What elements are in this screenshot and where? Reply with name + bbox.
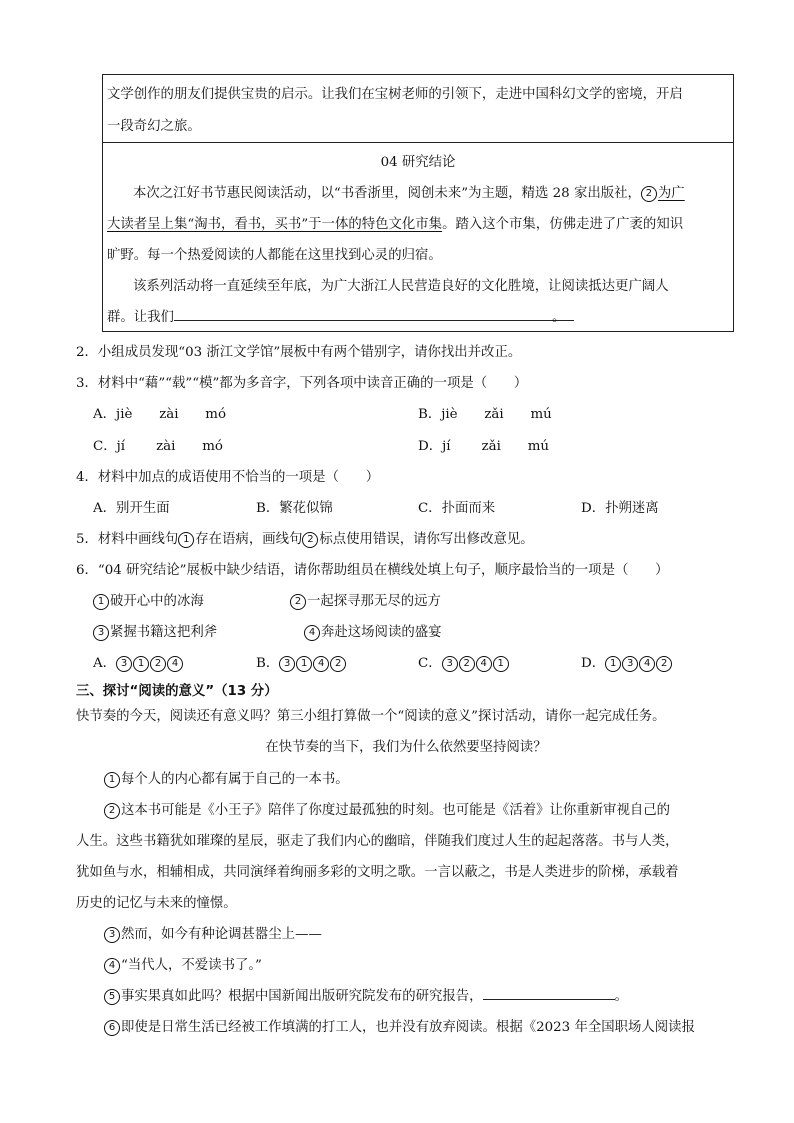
question-3-option-a[interactable]: A．jiè zài mó: [93, 407, 227, 422]
answer-blank[interactable]: [174, 307, 574, 321]
question-3-option-c[interactable]: C．jí zài mó: [93, 439, 223, 454]
material-box-03-tail: [102, 74, 734, 142]
passage-paragraph-3: 3 然而，如今有种论调甚嚣尘上——: [104, 923, 322, 943]
circled-number: 3: [93, 625, 109, 641]
passage-paragraph-2-line-2: 人生。这些书籍犹如璀璨的星辰，驱走了我们内心的幽暗，伴随我们度过人生的起起落落。书与人类，: [76, 834, 679, 849]
box2-paragraph-2-line-2: 群。让我们 。: [107, 306, 565, 325]
passage-paragraph-2-line-1: 2 这本书可能是《小王子》陪伴了你度过最孤独的时刻。也可能是《活着》让你重新审视自己的: [104, 799, 670, 819]
circled-number: 2: [641, 186, 657, 202]
box1-line-1: 文学创作的朋友们提供宝贵的启示。让我们在宝树老师的引领下，走进中国科幻文学的密境，开启: [107, 87, 683, 102]
passage-title: 在快节奏的当下，我们为什么依然要坚持阅读？: [265, 740, 547, 755]
passage-paragraph-2-line-3: 犹如鱼与水，相辅相成，共同演绎着绚丽多彩的文明之歌。一言以蔽之，书是人类进步的阶梯，承载着: [76, 865, 679, 880]
passage-paragraph-1: 1 每个人的内心都有属于自己的一本书。: [104, 768, 349, 788]
question-2: 2．小组成员发现“03 浙江文学馆”展板中有两个错别字，请你找出并改正。: [76, 345, 522, 360]
question-4-option-b[interactable]: B．繁花似锦: [256, 501, 333, 516]
answer-blank[interactable]: [483, 986, 615, 1000]
section-3-intro: 快节奏的今天，阅读还有意义吗？第三小组打算做一个“阅读的意义”探讨活动，请你一起完成任务。: [76, 709, 666, 724]
box2-paragraph-1-line-3: 旷野。每一个热爱阅读的人都能在这里找到心灵的归宿。: [107, 248, 442, 263]
circled-number: 4: [104, 958, 120, 974]
circled-number: 3: [442, 656, 458, 672]
question-6-sentence-4: 4 奔赴这场阅读的盛宴: [304, 621, 442, 641]
question-4-stem: 4．材料中加点的成语使用不恰当的一项是（ ）: [76, 470, 380, 485]
circled-number: 2: [302, 532, 318, 548]
circled-number: 4: [304, 625, 320, 641]
question-4-option-c[interactable]: C．扑面而来: [418, 501, 496, 516]
circled-number: 1: [133, 656, 149, 672]
passage-paragraph-6: 6 即使是日常生活已经被工作填满的打工人，也并没有放弃阅读。根据《2023 年全国职场人阅读报: [104, 1016, 695, 1036]
circled-number: 1: [93, 594, 109, 610]
box2-paragraph-2-line-1: 该系列活动将一直延续至年底，为广大浙江人民营造良好的文化胜境，让阅读抵达更广阔人: [133, 279, 669, 294]
question-6-stem: 6．“04 研究结论”展板中缺少结语，请你帮助组员在横线处填上句子，顺序最恰当的一项是（ ）: [76, 563, 669, 578]
circled-number: 2: [150, 656, 166, 672]
question-4-option-d[interactable]: D．扑朔迷离: [581, 501, 659, 516]
box2-paragraph-1-line-2: 大读者呈上集“淘书，看书，买书”于一体的特色文化市集。踏入这个市集，仿佛走进了广袤的知识: [107, 217, 684, 232]
passage-paragraph-4: 4 “当代人，不爱读书了。”: [104, 954, 262, 974]
circled-number: 2: [656, 656, 672, 672]
box1-line-2: 一段奇幻之旅。: [107, 119, 201, 134]
circled-number: 4: [639, 656, 655, 672]
underlined-sentence-2: 2 为广: [641, 186, 685, 201]
circled-number: 4: [167, 656, 183, 672]
circled-number: 1: [605, 656, 621, 672]
question-6-sentence-3: 3 紧握书籍这把利斧: [93, 621, 217, 641]
circled-number: 1: [104, 772, 120, 788]
circled-number: 5: [104, 989, 120, 1005]
circled-number: 2: [104, 803, 120, 819]
question-4-option-a[interactable]: A．别开生面: [93, 501, 170, 516]
circled-number: 4: [313, 656, 329, 672]
question-3-stem: 3．材料中“藉”“载”“模”都为多音字，下列各项中读音正确的一项是（ ）: [76, 376, 528, 391]
circled-number: 1: [178, 532, 194, 548]
circled-number: 3: [104, 927, 120, 943]
question-6-sentence-2: 2 一起探寻那无尽的远方: [290, 590, 441, 610]
passage-paragraph-5: 5 事实果真如此吗？根据中国新闻出版研究院发布的研究报告， 。: [104, 985, 628, 1005]
question-3-option-b[interactable]: B．jiè zǎi mú: [418, 407, 552, 422]
circled-number: 2: [290, 594, 306, 610]
question-6-option-c[interactable]: C． 3 2 4 1: [418, 652, 510, 672]
circled-number: 2: [330, 656, 346, 672]
passage-paragraph-2-line-4: 历史的记忆与未来的憧憬。: [76, 896, 237, 911]
circled-number: 1: [296, 656, 312, 672]
circled-number: 3: [116, 656, 132, 672]
section-3-heading: 三、探讨“阅读的意义”（13 分）: [76, 684, 278, 699]
circled-number: 3: [622, 656, 638, 672]
box2-paragraph-1-line-1: 本次之江好书节惠民阅读活动，以“书香浙里，阅创未来”为主题，精选 28 家出版社， 2 为广: [133, 186, 685, 201]
material-box-04: [102, 142, 734, 332]
circled-number: 6: [104, 1020, 120, 1036]
question-5: 5．材料中画线句 1 存在语病，画线句 2 标点使用错误，请你写出修改意见。: [76, 532, 534, 547]
question-6-option-b[interactable]: B． 3 1 4 2: [256, 652, 347, 672]
circled-number: 1: [493, 656, 509, 672]
box2-title: 04 研究结论: [380, 155, 456, 170]
question-3-option-d[interactable]: D．jí zǎi mú: [418, 439, 550, 454]
circled-number: 3: [279, 656, 295, 672]
question-6-option-a[interactable]: A． 3 1 2 4: [93, 652, 184, 672]
question-6-sentence-1: 1 破开心中的冰海: [93, 590, 204, 610]
circled-number: 4: [476, 656, 492, 672]
question-6-option-d[interactable]: D． 1 3 4 2: [581, 652, 673, 672]
circled-number: 2: [459, 656, 475, 672]
